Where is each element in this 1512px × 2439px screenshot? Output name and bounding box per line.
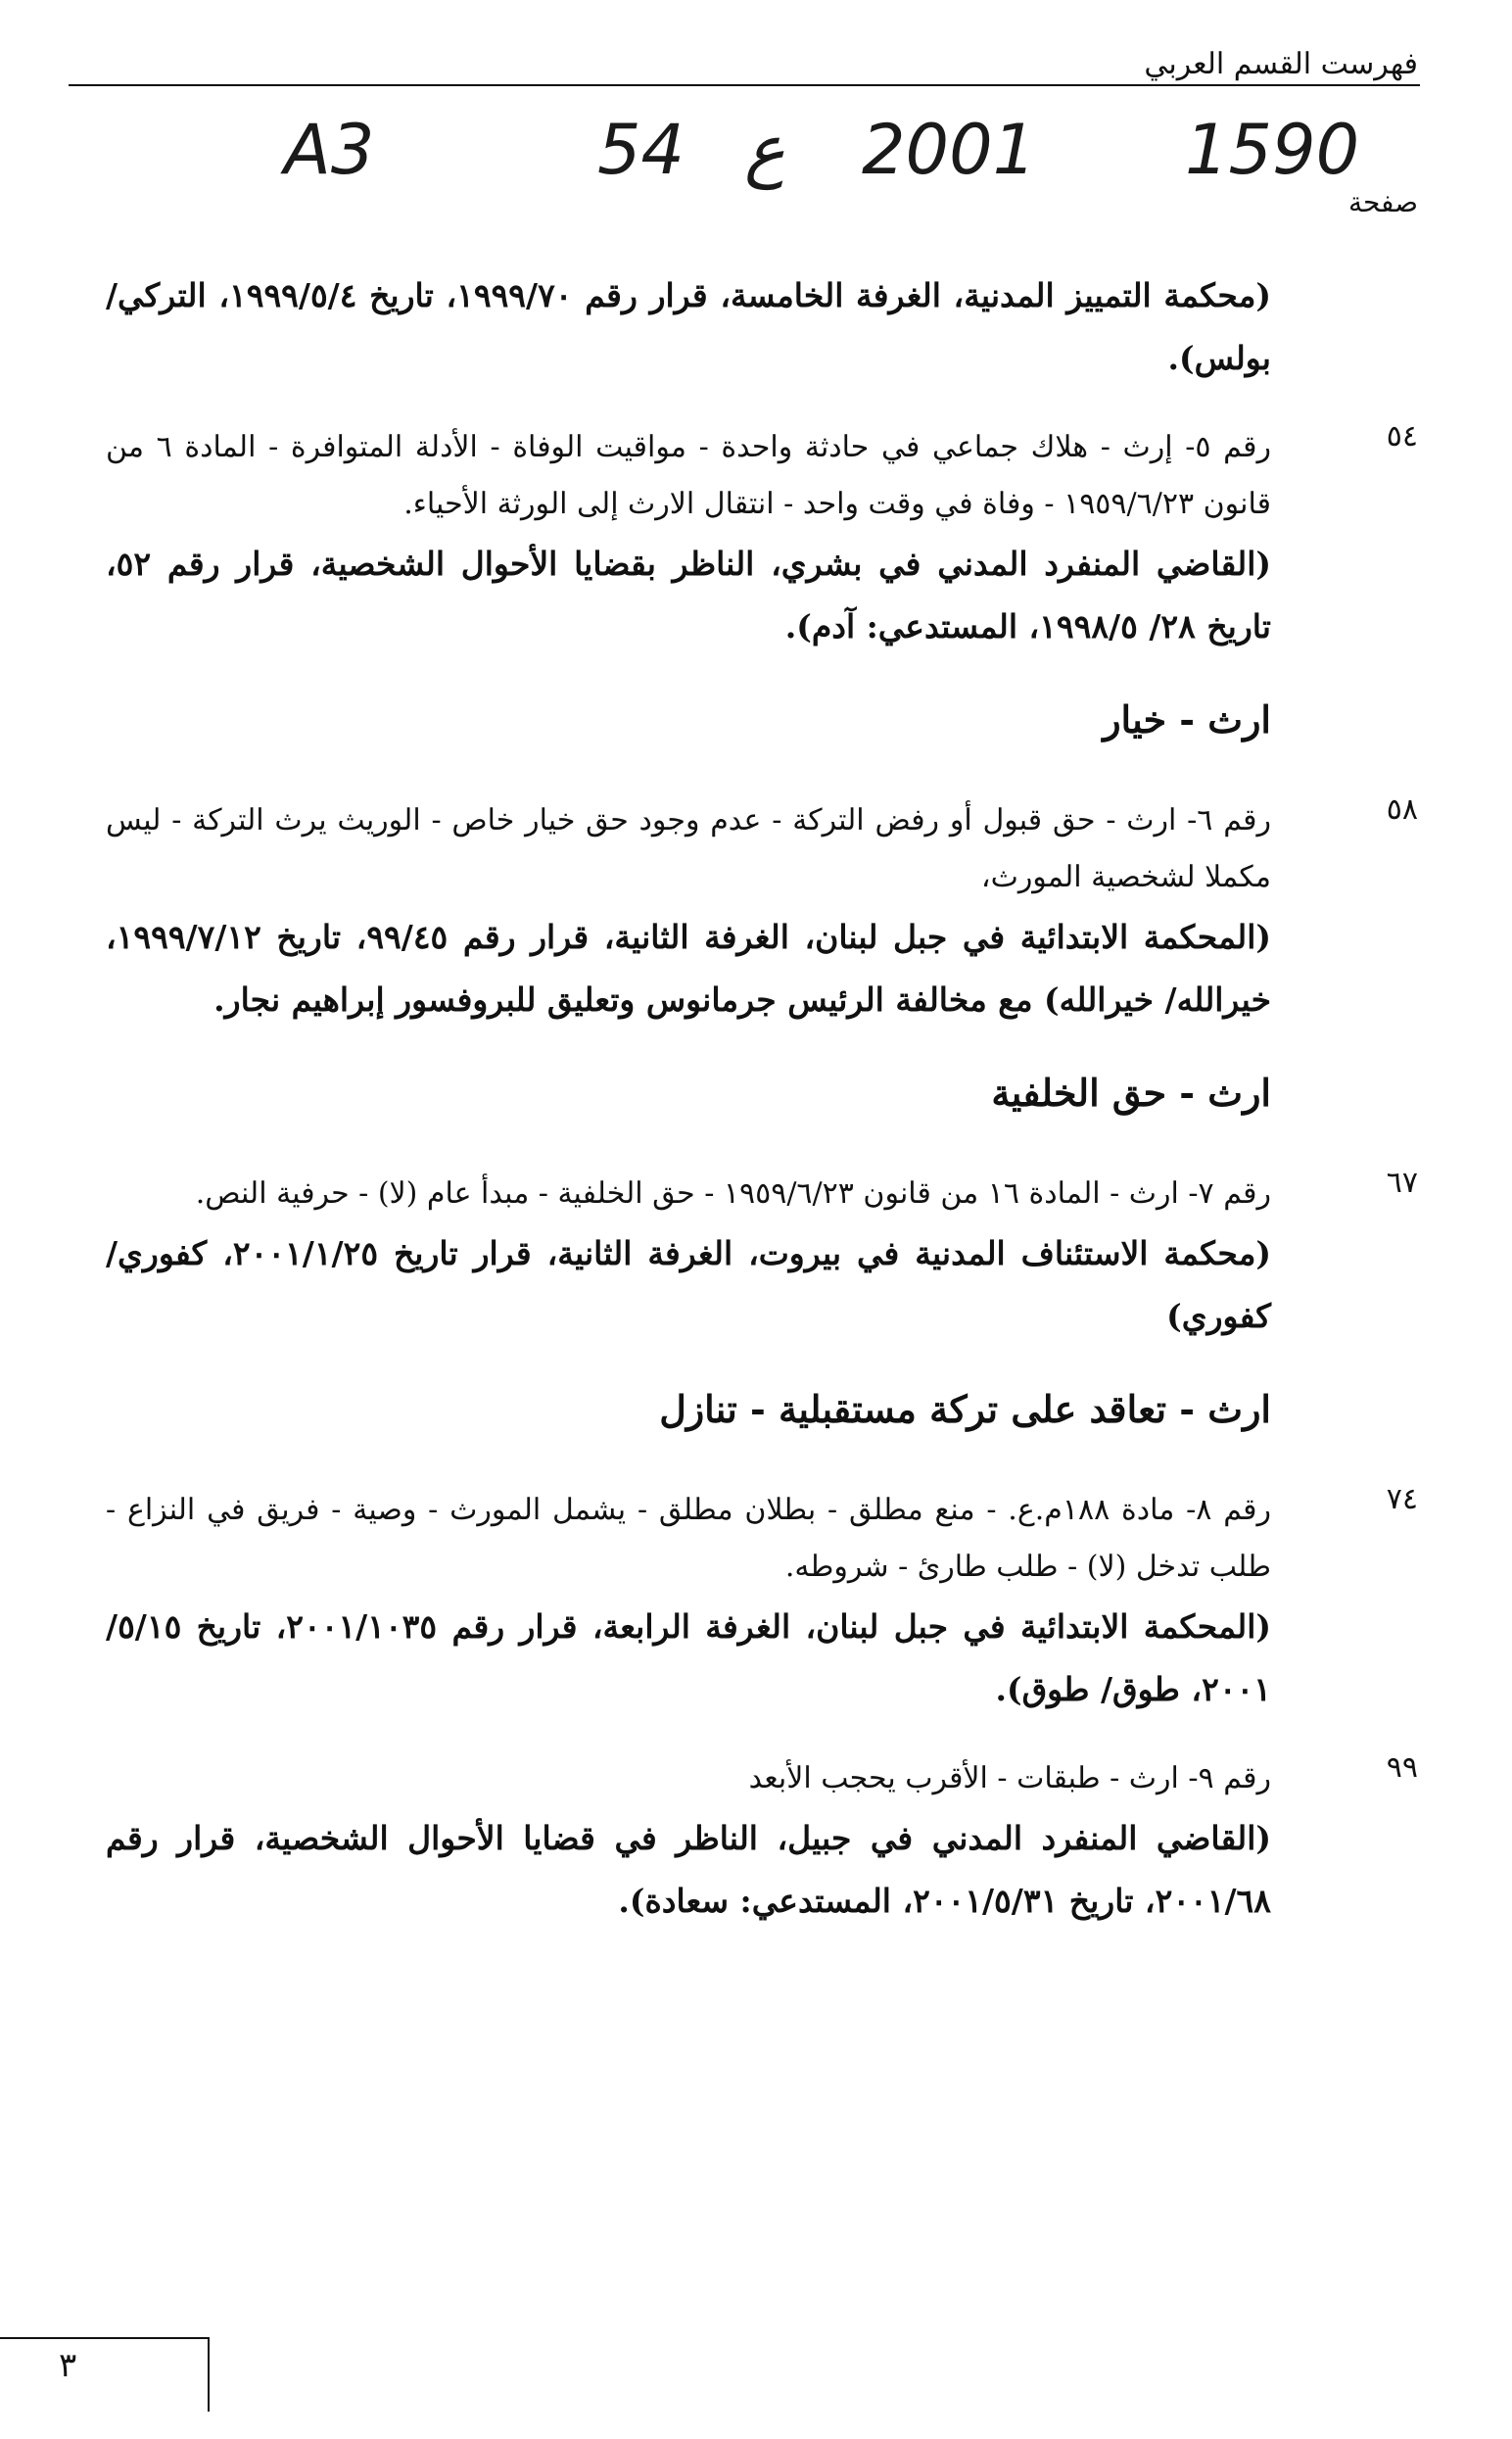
section-heading: ارث - خيار: [1103, 697, 1271, 741]
handwritten-code: A3: [284, 110, 375, 190]
handwritten-letter: ع: [744, 110, 785, 190]
index-entry: [106, 264, 1418, 390]
entry-page-number: ٧٤: [1386, 1482, 1418, 1516]
entry-source: (محكمة الاستئناف المدنية في بيروت، الغرفة الثانية، قرار تاريخ ٢٠٠١/١/٢٥، كفوري/ كفوري): [106, 1234, 1271, 1335]
entry-source: (المحكمة الابتدائية في جبل لبنان، الغرفة الرابعة، قرار رقم ٢٠٠١/١٠٣٥، تاريخ ٥/١٥/ ٢٠٠١، طوق/ طوق).: [106, 1607, 1271, 1708]
index-entry: [106, 419, 1418, 658]
entry-page-number: ٦٧: [1386, 1166, 1418, 1200]
entry-text: رقم ٧- ارث - المادة ١٦ من قانون ١٩٥٩/٦/٢٣ - حق الخلفية - مبدأ عام (لا) - حرفية النص.: [195, 1176, 1271, 1211]
entry-source: (محكمة التمييز المدنية، الغرفة الخامسة، قرار رقم ١٩٩٩/٧٠، تاريخ ١٩٩٩/٥/٤، التركي/ بولس).: [106, 276, 1271, 377]
entry-source: (القاضي المنفرد المدني في جبيل، الناظر في قضايا الأحوال الشخصية، قرار رقم ٢٠٠١/٦٨، تاريخ ٢٠٠١/٥/٣١، المستدعي: سعادة).: [106, 1819, 1271, 1920]
entry-source: (المحكمة الابتدائية في جبل لبنان، الغرفة الثانية، قرار رقم ٩٩/٤٥، تاريخ ١٩٩٩/٧/١٢، خيرالله/ خيرالله) مع مخالفة الرئيس جرمانوس وتعليق للبروفسور إبراهيم نجار.: [106, 918, 1271, 1019]
footer-page-frame: [0, 2337, 210, 2412]
entry-text: رقم ٦- ارث - حق قبول أو رفض التركة - عدم وجود حق خيار خاص - الوريث يرث التركة - ليس مكملا لشخصية المورث،: [106, 803, 1271, 894]
entry-page-number: ٥٨: [1386, 792, 1418, 827]
index-entry: [106, 1166, 1418, 1348]
entry-text: رقم ٨- مادة ١٨٨م.ع. - منع مطلق - بطلان مطلق - يشمل المورث - وصية - فريق في النزاع - طلب تدخل (لا) - طلب طارئ - شروطه.: [106, 1493, 1271, 1584]
footer-page-number: ٣: [59, 2346, 77, 2385]
entry-text: رقم ٩- ارث - طبقات - الأقرب يحجب الأبعد: [748, 1761, 1271, 1795]
entry-source: (القاضي المنفرد المدني في بشري، الناظر بقضايا الأحوال الشخصية، قرار رقم ٥٢، تاريخ ٢٨/ ١٩٩٨/٥، المستدعي: آدم).: [106, 545, 1271, 646]
section-heading: ارث - تعاقد على تركة مستقبلية - تنازل: [659, 1387, 1271, 1431]
handwritten-page-number: 1590: [1185, 110, 1360, 190]
header-rule: [69, 84, 1420, 86]
entry-page-number: ٥٤: [1386, 419, 1418, 454]
section-heading: ارث - حق الخلفية: [991, 1071, 1271, 1115]
index-entry: [106, 792, 1418, 1031]
entry-page-number: ٩٩: [1386, 1750, 1418, 1785]
handwritten-year: 2001: [862, 110, 1037, 190]
handwritten-annotation: [284, 110, 1459, 198]
entry-text: رقم ٥- إرث - هلاك جماعي في حادثة واحدة - مواقيت الوفاة - الأدلة المتوافرة - المادة ٦ من قانون ١٩٥٩/٦/٢٣ - وفاة في وقت واحد - انتقال الارث إلى الورثة الأحياء.: [106, 430, 1271, 521]
index-entry: [106, 1482, 1418, 1721]
index-content: [106, 264, 1418, 1962]
index-entry: [106, 1750, 1418, 1933]
page-column-label: صفحة: [1347, 186, 1418, 218]
handwritten-number: 54: [597, 110, 685, 190]
running-head: فهرست القسم العربي: [1144, 47, 1418, 81]
